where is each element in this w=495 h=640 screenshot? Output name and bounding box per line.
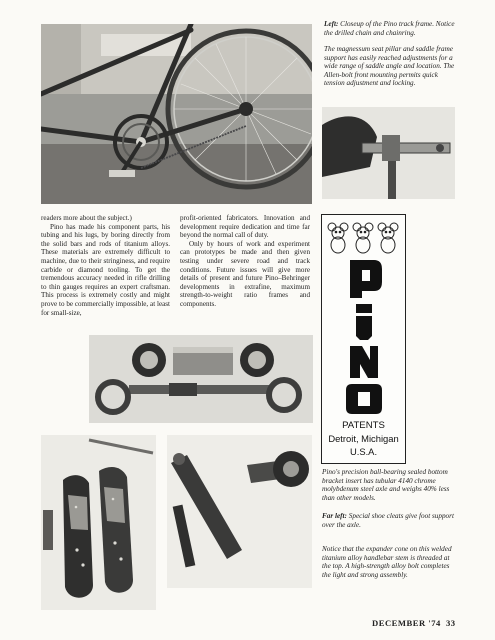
- article-column-left: [41, 214, 170, 317]
- shoe-cleats-photo: [41, 435, 156, 610]
- seat-pillar-photo: [322, 107, 455, 199]
- issue-date: DECEMBER '74: [372, 618, 441, 628]
- mouse-mascot-icon: [326, 220, 401, 254]
- handlebar-stem-caption: Notice that the expander cone on this welded titanium alloy handlebar stem is threaded at the top. A high-strength alloy bolt completes the light and strong assembly.: [322, 545, 452, 579]
- logo-city: Detroit, Michigan: [328, 433, 399, 444]
- page-number: 33: [446, 618, 456, 628]
- frame-caption: [324, 20, 456, 37]
- logo-country: U.S.A.: [349, 446, 378, 457]
- shoe-cleats-caption: [322, 512, 455, 529]
- article-para: Pino has made his component parts, his tubing and his lugs, by boring directly from the solid bars and rods of titanium alloys. These materials are extremely difficult to machine, due to their stringiness, and require carbide or diamond tooling. To get the tremendous accuracy needed in rifle drilling to thin gauges requires an expert craftsman. This process is extremely costly and might prove to be commercially impossible, at least for small-size,: [41, 222, 170, 317]
- article-column-right: [180, 214, 310, 309]
- article-para: readers more about the subject.): [41, 214, 132, 222]
- pino-logotype: [344, 260, 384, 415]
- bottom-bracket-caption: Pino's precision ball-bearing sealed bottom bracket insert has tubular 4140 chrome molybdenum steel axle and weighs 40% less than other models.: [322, 468, 450, 502]
- frame-caption-text: Closeup of the Pino track frame. Notice the drilled chain and chainring.: [324, 20, 455, 37]
- bicycle-frame-photo: [41, 24, 312, 204]
- article-para: Only by hours of work and experiment can prototypes be made and then given testing under severe road and track conditions. Future issues will give more details of present and future Pino–Behringer developments in extrafine, maximum strength-to-weight ratio frames and components.: [180, 239, 310, 308]
- shoe-cleats-caption-lead: Far left:: [322, 512, 347, 520]
- frame-caption-lead: Left:: [324, 20, 339, 28]
- handlebar-stem-photo: [167, 435, 312, 588]
- seat-pillar-caption: The magnessum seat pillar and saddle frame support has easily reached adjustments for a wide range of saddle angle and location. The Allen-bolt front mounting permits quick tension adjustment and locking.: [324, 45, 455, 88]
- bottom-bracket-photo: [89, 335, 313, 423]
- shoe-cleats-caption-text: Special shoe cleats give foot support over the axle.: [322, 512, 454, 529]
- logo-patents: PATENTS: [342, 420, 385, 431]
- pino-logo-box: [321, 214, 406, 464]
- article-para: profit-oriented fabricators. Innovation and development require dedication and time far beyond the normal call of duty.: [180, 214, 310, 240]
